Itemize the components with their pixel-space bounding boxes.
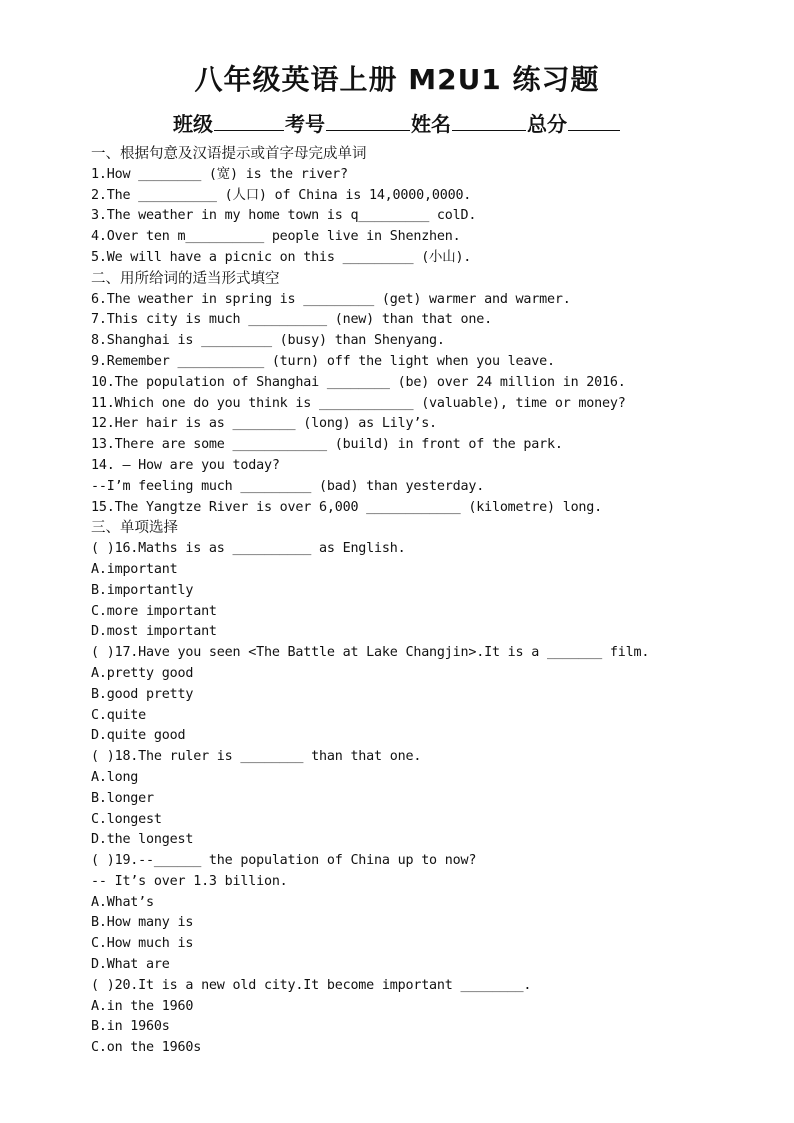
section-heading: 三、单项选择: [91, 520, 178, 537]
question-line: C.more important: [91, 603, 217, 619]
question-line: B.in 1960s: [91, 1019, 170, 1035]
question-line: C.on the 1960s: [91, 1040, 202, 1056]
class-blank[interactable]: [214, 108, 284, 131]
name-label: 姓名: [411, 112, 451, 136]
question-line: 9.Remember ___________ (turn) off the light when you leave.: [91, 353, 555, 369]
question-line: -- It’s over 1.3 billion.: [91, 873, 288, 889]
exam-no-blank[interactable]: [326, 108, 410, 131]
question-line: 13.There are some ____________ (build) in front of the park.: [91, 437, 563, 453]
question-line: D.quite good: [91, 728, 186, 744]
question-line: 12.Her hair is as ________ (long) as Lily’s.: [91, 416, 437, 432]
score-label: 总分: [527, 112, 567, 136]
question-line: ( )17.Have you seen <The Battle at Lake Changjin>.It is a _______ film.: [91, 645, 650, 661]
question-line: B.longer: [91, 790, 154, 806]
question-list: [91, 144, 771, 1059]
question-line: 10.The population of Shanghai ________ (be) over 24 million in 2016.: [91, 374, 626, 390]
section-heading: 一、根据句意及汉语提示或首字母完成单词: [91, 146, 367, 162]
question-line: A.pretty good: [91, 665, 194, 681]
question-line: 1.How ________ (宽) is the river?: [91, 166, 348, 182]
question-line: B.How many is: [91, 915, 194, 931]
question-line: C.quite: [91, 707, 147, 723]
question-line: 4.Over ten m__________ people live in Shenzhen.: [91, 229, 461, 245]
exam-no-label: 考号: [285, 112, 325, 136]
question-line: ( )16.Maths is as __________ as English.: [91, 541, 406, 557]
question-line: B.good pretty: [91, 686, 194, 702]
student-info-row: [0, 108, 794, 139]
question-line: ( )18.The ruler is ________ than that one.: [91, 749, 422, 765]
question-line: ( )19.--______ the population of China up to now?: [91, 853, 477, 869]
question-line: C.longest: [91, 811, 162, 827]
question-line: A.in the 1960: [91, 998, 194, 1014]
question-line: 8.Shanghai is _________ (busy) than Shenyang.: [91, 333, 445, 349]
question-line: D.What are: [91, 957, 170, 973]
question-line: A.What’s: [91, 894, 154, 910]
question-line: 3.The weather in my home town is q_________ colD.: [91, 208, 477, 224]
class-label: 班级: [173, 112, 213, 136]
question-line: A.long: [91, 769, 139, 785]
question-line: --I’m feeling much _________ (bad) than yesterday.: [91, 478, 485, 494]
question-line: 5.We will have a picnic on this _________ (小山).: [91, 249, 472, 265]
question-line: B.importantly: [91, 582, 194, 598]
page-title: 八年级英语上册 M2U1 练习题: [194, 63, 600, 96]
section-heading: 二、用所给词的适当形式填空: [91, 270, 280, 287]
question-line: A.important: [91, 561, 178, 577]
question-line: 6.The weather in spring is _________ (get) warmer and warmer.: [91, 291, 571, 307]
question-line: D.the longest: [91, 832, 194, 848]
question-line: ( )20.It is a new old city.It become important ________.: [91, 977, 532, 993]
question-line: C.How much is: [91, 936, 194, 952]
question-line: 7.This city is much __________ (new) than that one.: [91, 312, 492, 328]
question-line: 2.The __________ (人口) of China is 14,0000,0000.: [91, 187, 472, 203]
question-line: 15.The Yangtze River is over 6,000 ____________ (kilometre) long.: [91, 499, 603, 515]
question-line: D.most important: [91, 624, 217, 640]
question-line: 11.Which one do you think is ____________ (valuable), time or money?: [91, 395, 626, 411]
name-blank[interactable]: [452, 108, 526, 131]
question-line: 14. – How are you today?: [91, 457, 280, 473]
score-blank[interactable]: [568, 108, 620, 131]
